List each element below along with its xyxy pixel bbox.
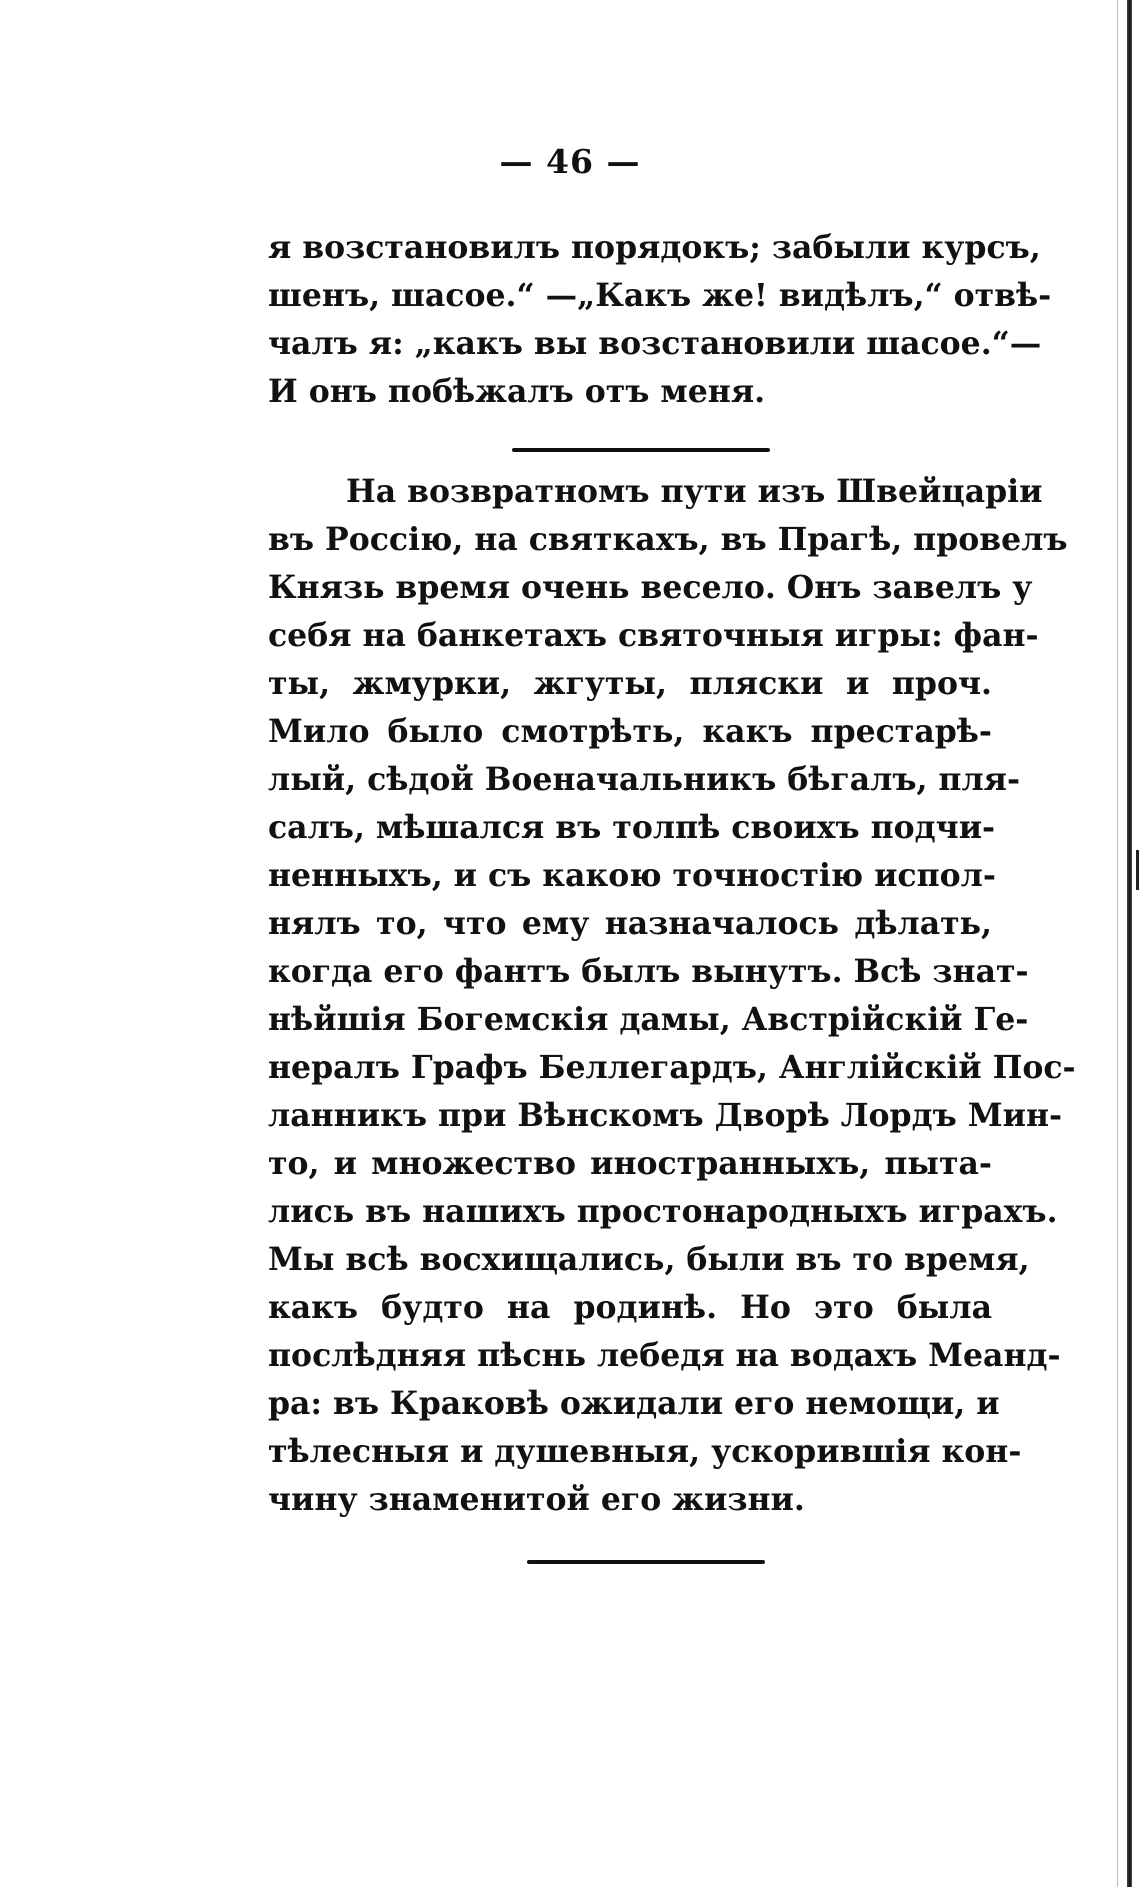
text-line: ра: въ Краковѣ ожидали его немощи, и [268, 1385, 1000, 1422]
text-line: себя на банкетахъ святочныя игры: фан- [268, 617, 1039, 654]
text-line: На возвратномъ пути изъ Швейцаріи [346, 473, 1043, 510]
text-line: Мило было смотрѣть, какъ престарѣ- [268, 713, 992, 750]
text-line: нялъ то, что ему назначалось дѣлать, [268, 905, 992, 942]
text-line: шенъ, шасое.“ —„Какъ же! видѣлъ,“ отвѣ- [268, 277, 1052, 314]
text-line: когда его фантъ былъ вынутъ. Всѣ знат- [268, 953, 1029, 990]
text-line: то, и множество иностранныхъ, пыта- [268, 1145, 992, 1182]
text-line: Мы всѣ восхищались, были въ то время, [268, 1241, 1030, 1278]
page-number: — 46 — [499, 142, 641, 181]
text-line: чину знаменитой его жизни. [268, 1481, 805, 1518]
text-line: послѣдняя пѣснь лебедя на водахъ Меанд- [268, 1337, 1061, 1374]
text-line: ты, жмурки, жгуты, пляски и проч. [268, 665, 992, 702]
text-line: лый, сѣдой Военачальникъ бѣгалъ, пля- [268, 761, 1021, 798]
text-line: тѣлесныя и душевныя, ускорившія кон- [268, 1433, 1022, 1470]
margin-mark [1136, 850, 1139, 890]
text-line: Князь время очень весело. Онъ завелъ у [268, 569, 1033, 606]
text-line: я возстановилъ порядокъ; забыли курсъ, [268, 229, 1041, 266]
text-line: чалъ я: „какъ вы возстановили шасое.“— [268, 325, 1042, 362]
text-line: И онъ побѣжалъ отъ меня. [268, 373, 766, 410]
text-line: ланникъ при Вѣнскомъ Дворѣ Лордъ Мин- [268, 1097, 1063, 1134]
text-line: салъ, мѣшался въ толпѣ своихъ подчи- [268, 809, 996, 846]
text-line: нѣйшія Богемскія дамы, Австрійскій Ге- [268, 1001, 1029, 1038]
text-line: какъ будто на родинѣ. Но это была [268, 1289, 992, 1326]
page-edge [1127, 0, 1132, 1887]
text-line: ненныхъ, и съ какою точностію испол- [268, 857, 996, 894]
text-line: нералъ Графъ Беллегардъ, Англійскій Пос- [268, 1049, 1076, 1086]
paragraph-main [268, 468, 1076, 1524]
end-divider [527, 1560, 765, 1564]
text-line: лись въ нашихъ простонародныхъ играхъ. [268, 1193, 1058, 1230]
paragraph-continued [268, 224, 1052, 416]
text-line: въ Россію, на святкахъ, въ Прагѣ, провелъ [268, 521, 1068, 558]
page-edge-shadow [1117, 0, 1118, 1887]
section-divider [512, 448, 770, 452]
